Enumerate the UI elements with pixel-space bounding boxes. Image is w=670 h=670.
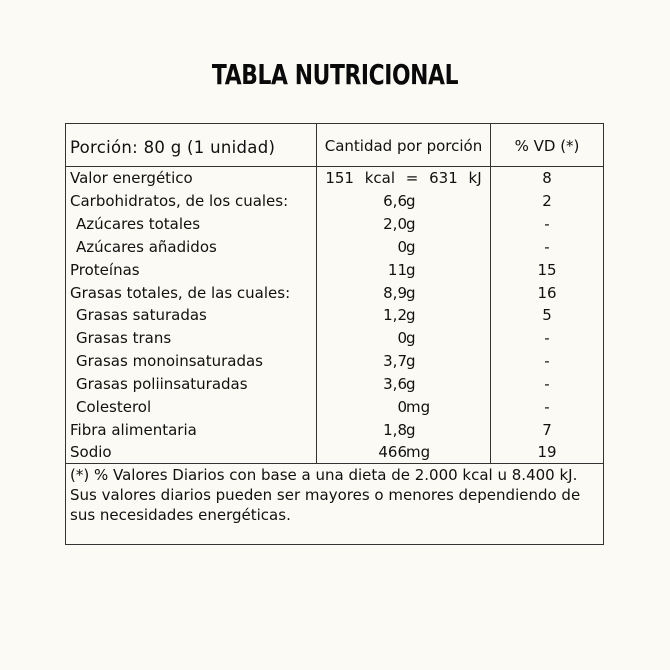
row-unit: g: [406, 328, 416, 347]
row-label: Grasas saturadas: [76, 305, 207, 324]
row-vd: -: [544, 351, 550, 370]
row-unit: g: [406, 237, 416, 256]
row-amount: 0: [397, 237, 407, 256]
row-amount: 0: [397, 397, 407, 416]
row-vd: 7: [542, 420, 552, 439]
row-vd: -: [544, 214, 550, 233]
row-vd: 19: [537, 442, 557, 461]
table-divider: [65, 463, 604, 464]
energy-value: 151 kcal = 631 kJ: [325, 168, 482, 187]
row-label: Carbohidratos, de los cuales:: [70, 191, 289, 210]
row-unit: g: [406, 374, 416, 393]
row-amount: 6,6: [383, 191, 407, 210]
page-title: TABLA NUTRICIONAL: [211, 58, 459, 91]
row-label: Colesterol: [76, 397, 152, 416]
row-amount: 2,0: [383, 214, 407, 233]
row-amount: 1,8: [383, 420, 407, 439]
footnote: (*) % Valores Diarios con base a una dieta de 2.000 kcal u 8.400 kJ. Sus valores diarios pueden ser mayores o menores dependiendo de sus necesidades energéticas.: [70, 466, 581, 524]
row-vd: 15: [537, 260, 557, 279]
row-amount: 1,2: [383, 305, 407, 324]
row-label: Grasas monoinsaturadas: [76, 351, 264, 370]
row-unit: g: [406, 191, 416, 210]
row-amount: 3,6: [383, 374, 407, 393]
row-unit: g: [406, 283, 416, 302]
quantity-header: Cantidad por porción: [324, 137, 483, 155]
row-amount: 8,9: [383, 283, 407, 302]
row-label: Grasas poliinsaturadas: [76, 374, 248, 393]
row-unit: g: [406, 305, 416, 324]
row-vd: -: [544, 397, 550, 416]
row-unit: mg: [406, 397, 431, 416]
row-label: Azúcares totales: [76, 214, 201, 233]
row-unit: g: [406, 420, 416, 439]
row-vd: 16: [537, 283, 557, 302]
row-label: Proteínas: [70, 260, 140, 279]
row-unit: g: [406, 214, 416, 233]
row-amount: 3,7: [383, 351, 407, 370]
row-vd: -: [544, 374, 550, 393]
row-unit: g: [406, 351, 416, 370]
row-label: Azúcares añadidos: [76, 237, 217, 256]
row-vd: -: [544, 328, 550, 347]
row-unit: mg: [406, 442, 431, 461]
vd-header: % VD (*): [514, 136, 580, 155]
row-label: Fibra alimentaria: [70, 420, 197, 439]
row-label: Grasas totales, de las cuales:: [70, 283, 291, 302]
row-unit: g: [406, 260, 416, 279]
energy-label: Valor energético: [70, 168, 193, 187]
portion-header: Porción: 80 g (1 unidad): [70, 137, 276, 157]
table-divider: [65, 166, 604, 167]
row-vd: -: [544, 237, 550, 256]
row-label: Grasas trans: [76, 328, 172, 347]
row-label: Sodio: [70, 442, 112, 461]
row-amount: 0: [397, 328, 407, 347]
row-amount: 11: [387, 260, 407, 279]
row-vd: 2: [542, 191, 552, 210]
row-vd: 5: [542, 305, 552, 324]
energy-vd: 8: [542, 168, 552, 187]
row-amount: 466: [378, 442, 407, 461]
